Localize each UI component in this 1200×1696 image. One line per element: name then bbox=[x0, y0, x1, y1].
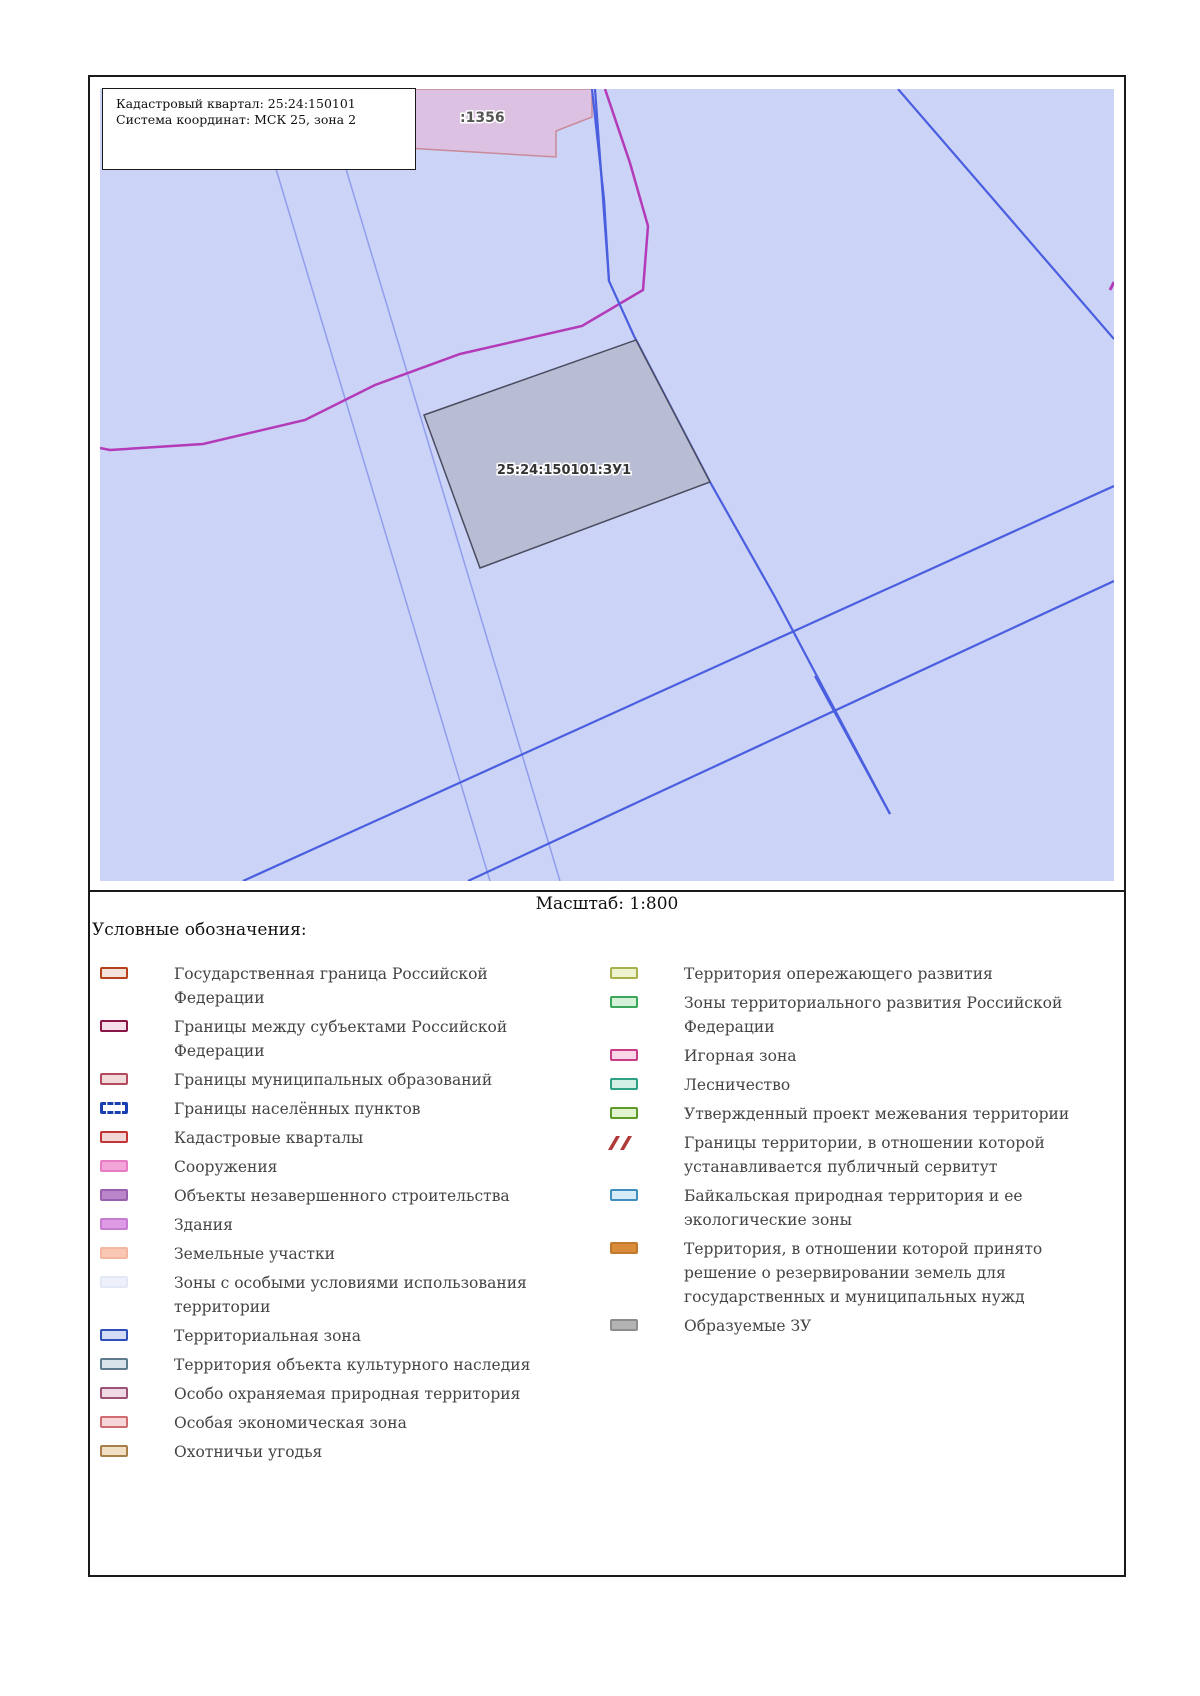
legend-item-label: Байкальская природная территория и ее экологические зоны bbox=[684, 1187, 1023, 1229]
legend-item bbox=[100, 1324, 580, 1348]
mauve-outline-bar-icon bbox=[100, 1387, 128, 1399]
new-parcel-label: 25:24:150101:ЗУ1 bbox=[496, 463, 632, 478]
legend-item-label: Зоны территориального развития Российской Федерации bbox=[684, 994, 1063, 1036]
legend-item bbox=[100, 1440, 580, 1464]
legend-item bbox=[610, 1314, 1110, 1338]
legend-item-label: Особая экономическая зона bbox=[174, 1414, 407, 1432]
purple-filled-bar-icon bbox=[100, 1189, 128, 1201]
teal-outline-bar-icon bbox=[610, 1078, 638, 1090]
legend-item bbox=[100, 1015, 580, 1063]
legend-item bbox=[610, 1184, 1110, 1232]
legend-item-label: Земельные участки bbox=[174, 1245, 335, 1263]
peach-filled-bar-icon bbox=[100, 1247, 128, 1259]
legend-item-label: Территория объекта культурного наследия bbox=[174, 1356, 531, 1374]
rose-outline-bar-icon bbox=[100, 1416, 128, 1428]
legend-item bbox=[100, 1242, 580, 1266]
legend-item bbox=[610, 962, 1110, 986]
legend-item bbox=[100, 1126, 580, 1150]
legend-item bbox=[100, 1213, 580, 1237]
legend-item bbox=[610, 1102, 1110, 1126]
legend-item bbox=[610, 1044, 1110, 1068]
red-outline-bar-icon bbox=[100, 1131, 128, 1143]
blue-dashed-bar-icon bbox=[100, 1102, 128, 1114]
legend-item-label: Зоны с особыми условиями использования территории bbox=[174, 1274, 527, 1316]
legend-item bbox=[100, 1382, 580, 1406]
legend-item-label: Охотничьи угодья bbox=[174, 1443, 323, 1461]
orange-filled-bar-icon bbox=[610, 1242, 638, 1254]
cadastral-map[interactable] bbox=[100, 89, 1114, 881]
legend-item bbox=[610, 1073, 1110, 1097]
tan-outline-bar-icon bbox=[100, 1445, 128, 1457]
legend-item-label: Границы муниципальных образований bbox=[174, 1071, 493, 1089]
grey-filled-bar-icon bbox=[610, 1319, 638, 1331]
magenta-outline-bar-icon bbox=[610, 1049, 638, 1061]
legend-item-label: Сооружения bbox=[174, 1158, 278, 1176]
coordinate-system-text: Система координат: МСК 25, зона 2 bbox=[116, 112, 357, 127]
grey-blue-outline-bar-icon bbox=[100, 1358, 128, 1370]
legend-item bbox=[100, 1097, 580, 1121]
legend-item-label: Границы между субъектами Российской Федерации bbox=[174, 1018, 508, 1060]
legend-item-label: Особо охраняемая природная территория bbox=[174, 1385, 521, 1403]
legend-item-label: Игорная зона bbox=[684, 1047, 797, 1065]
legend-right-column bbox=[610, 962, 1110, 1343]
map-scale: Масштаб: 1:800 bbox=[535, 894, 679, 914]
legend-item-label: Лесничество bbox=[684, 1076, 791, 1094]
legend-item-label: Территориальная зона bbox=[174, 1327, 362, 1345]
legend-item-label: Государственная граница Российской Федерации bbox=[174, 965, 488, 1007]
red-outline-bar-icon bbox=[100, 967, 128, 979]
divider-line bbox=[90, 890, 1124, 892]
map-info-box bbox=[102, 88, 416, 170]
legend-item bbox=[610, 1131, 1110, 1179]
legend-item-label: Границы населённых пунктов bbox=[174, 1100, 421, 1118]
legend-item bbox=[610, 1237, 1110, 1309]
legend-item-label: Территория, в отношении которой принято решение о резервировании земель для государственных и муниципальных нужд bbox=[684, 1240, 1043, 1306]
skyblue-outline-bar-icon bbox=[610, 1189, 638, 1201]
legend-item bbox=[100, 1271, 580, 1319]
pale-filled-bar-icon bbox=[100, 1276, 128, 1288]
legend-item-label: Здания bbox=[174, 1216, 233, 1234]
legend-item-label: Объекты незавершенного строительства bbox=[174, 1187, 510, 1205]
legend-item bbox=[100, 1155, 580, 1179]
olive-outline-bar-icon bbox=[610, 967, 638, 979]
pink-outline-bar-icon bbox=[100, 1073, 128, 1085]
legend-item-label: Образуемые ЗУ bbox=[684, 1317, 812, 1335]
blue-outline-bar-icon bbox=[100, 1329, 128, 1341]
lime-outline-bar-icon bbox=[610, 1107, 638, 1119]
violet-filled-bar-icon bbox=[100, 1218, 128, 1230]
legend-item bbox=[100, 1353, 580, 1377]
cadastral-quarter-text: Кадастровый квартал: 25:24:150101 bbox=[116, 96, 356, 111]
pink-filled-bar-icon bbox=[100, 1160, 128, 1172]
neighbor-parcel-label: :1356 bbox=[460, 110, 505, 126]
legend-item-label: Территория опережающего развития bbox=[684, 965, 993, 983]
crimson-outline-bar-icon bbox=[100, 1020, 128, 1032]
legend-item bbox=[100, 962, 580, 1010]
legend-item-label: Границы территории, в отношении которой устанавливается публичный сервитут bbox=[684, 1134, 1045, 1176]
map-canvas bbox=[100, 89, 1114, 881]
legend-item bbox=[610, 991, 1110, 1039]
legend-item bbox=[100, 1184, 580, 1208]
legend-item-label: Кадастровые кварталы bbox=[174, 1129, 364, 1147]
green-outline-bar-icon bbox=[610, 996, 638, 1008]
red-hatch-icon bbox=[610, 1136, 638, 1148]
legend-title: Условные обозначения: bbox=[92, 920, 307, 940]
legend-left-column bbox=[100, 962, 580, 1469]
legend-item-label: Утвержденный проект межевания территории bbox=[684, 1105, 1070, 1123]
legend-item bbox=[100, 1411, 580, 1435]
legend-item bbox=[100, 1068, 580, 1092]
map-sheet bbox=[88, 75, 1126, 1577]
